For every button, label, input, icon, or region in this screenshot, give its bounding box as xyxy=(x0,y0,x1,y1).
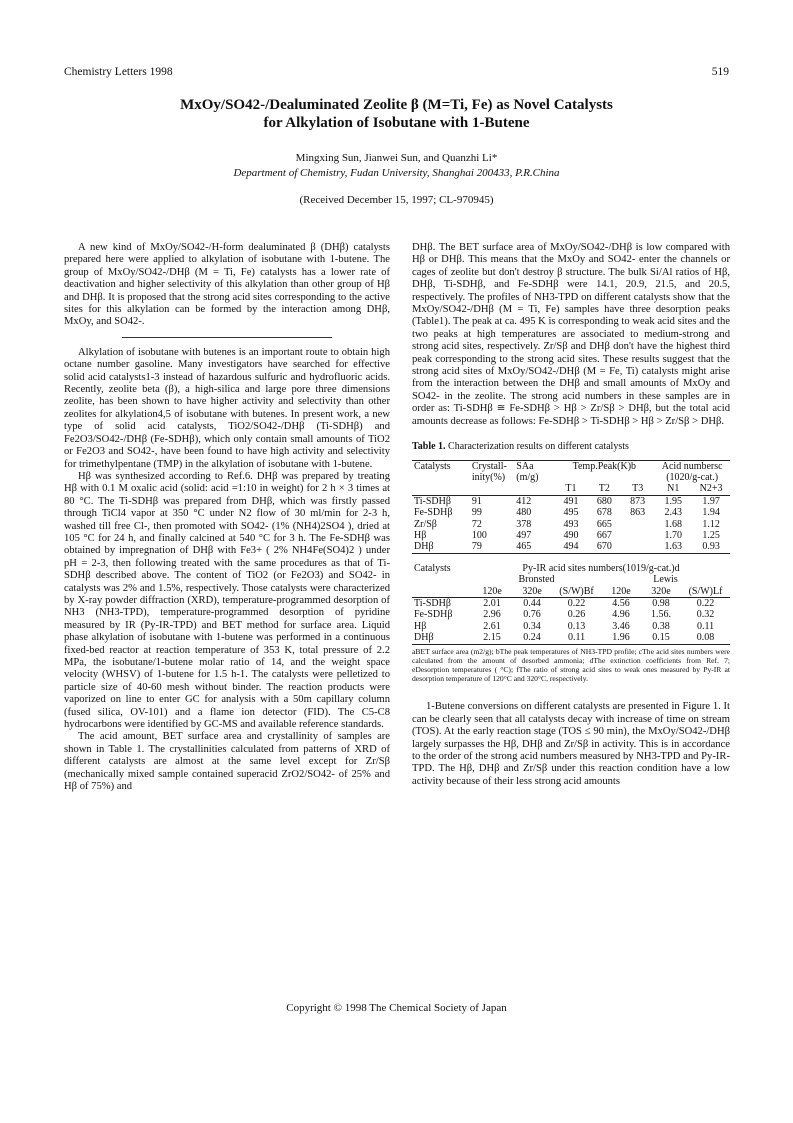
table-cell: 863 xyxy=(630,507,646,519)
title-line-1: MxOy/SO42-/Dealuminated Zeolite β (M=Ti, Fe) as Novel Catalysts xyxy=(180,97,613,113)
copyright: Copyright © 1998 The Chemical Society of Japan xyxy=(286,1002,507,1014)
table-header-cell: (m/g) xyxy=(516,471,539,483)
table-row xyxy=(412,621,730,632)
table-1-header-row xyxy=(412,460,730,472)
table-header-cell: inity(%) xyxy=(471,471,506,483)
table-cell: 412 xyxy=(516,495,532,507)
table-cell: 490 xyxy=(563,529,579,541)
table-header-row xyxy=(412,586,730,598)
table-cell: Ti-SDHβ xyxy=(414,597,451,609)
table-cell: 3.46 xyxy=(612,620,630,632)
table-header-row xyxy=(412,563,730,574)
table-cell: 0.44 xyxy=(523,597,541,609)
table-header-cell: N2+3 xyxy=(692,483,730,495)
table-cell: 1.94 xyxy=(702,507,720,519)
table-cell: 378 xyxy=(516,518,532,530)
table-cell: 2.61 xyxy=(483,620,501,632)
table-row xyxy=(412,519,730,530)
table-cell: 0.15 xyxy=(641,632,681,644)
table-1-pyir xyxy=(412,563,730,645)
table-cell: 480 xyxy=(516,507,532,519)
table-header-cell xyxy=(470,483,514,495)
body-paragraph: 1-Butene conversions on different catalysts are presented in Figure 1. It can be clearly seen that all catalysts decay with increase of time on stream (TOS). At the early reaction stage (TOS ≤ 90 min), the MxOy/SO42-/DHβ largely surpasses the Hβ, DHβ and Zr/Sβ in activity. This is in accordance to the order of the strong acid numbers measured by NH3-TPD and Py-IR-TPD. The Hβ, DHβ and Zr/Sβ under this reaction condition have a low activity because of their less strong acid amounts xyxy=(412,701,730,787)
table-cell: 0.34 xyxy=(523,620,541,632)
table-cell: 1.96 xyxy=(601,632,641,644)
table-header-cell: Crystall- xyxy=(470,460,514,472)
table-cell: 0.08 xyxy=(681,632,730,644)
table-cell: Fe-SDHβ xyxy=(414,609,453,621)
table-cell: 79 xyxy=(470,541,514,553)
table-header-row xyxy=(412,574,730,585)
table-row xyxy=(412,609,730,620)
table-cell: 2.96 xyxy=(483,609,501,621)
body-paragraph: Alkylation of isobutane with butenes is an important route to obtain high octane number gasoline. Many investigators have searched for effective solid acid catalysts1-3 instead of hazardous sulfuric and hydrofluoric acids. Recently, zeolite beta (β), a high-silica and large pore three dimensions zeolite, has been shown to have higher activity and selectivity than other zeolites for alkylation4,5 of isobutane with butenes. In present work, a new type of solid acid catalysts, TiO2/SO42-/DHβ (Ti-SDHβ) and Fe2O3/SO42-/DHβ (Fe-SDHβ), which only contain small amounts of TiO2 or Fe2O3 and SO42-, have been found to have high activity and selectivity for trimethylpentane (TMP) in the alkylation of isobutane with 1-butene. xyxy=(64,346,390,470)
page-header xyxy=(64,66,729,82)
table-1 xyxy=(412,460,730,554)
table-cell: 678 xyxy=(596,507,612,519)
table-cell: Ti-SDHβ xyxy=(414,495,451,507)
table-header-cell: Py-IR acid sites numbers(1019/g-cat.)d xyxy=(522,562,680,574)
table-header-cell: Lewis xyxy=(653,574,678,586)
table-cell: 493 xyxy=(563,518,579,530)
table-cell: 680 xyxy=(596,495,612,507)
table-header-cell: 120e xyxy=(601,586,641,598)
table-header-cell: (S/W)Lf xyxy=(681,586,730,598)
table-row xyxy=(412,495,730,507)
table-cell: Hβ xyxy=(414,620,427,632)
table-cell: 0.22 xyxy=(567,597,586,609)
table-cell: 0.11 xyxy=(552,632,601,644)
table-cell: Hβ xyxy=(414,529,427,541)
blank-cell xyxy=(412,586,472,598)
table-cell: 0.98 xyxy=(652,597,670,609)
table-cell: 465 xyxy=(514,541,554,553)
table-cell: 497 xyxy=(516,529,532,541)
table-cell: 4.56 xyxy=(612,597,630,609)
table-header-cell: 320e xyxy=(512,586,552,598)
table-cell: DHβ xyxy=(412,541,470,553)
table-header-cell: N1 xyxy=(654,483,692,495)
table-cell: 0.76 xyxy=(523,609,541,621)
right-column xyxy=(412,242,730,788)
table-row xyxy=(412,507,730,518)
table-cell: 99 xyxy=(471,507,482,519)
table-footnote: aBET surface area (m2/g); bThe peak temperatures of NH3-TPD profile; cThe acid sites numbers were calculated from the amount of desorbed ammonia; dThe extinction coefficients from Ref. 7; eDesorption temperatures ( °C); fThe ratio of strong acid sites to weak ones measured by Py-IR at desorption temperature of 120°C and 320°C, respectively. xyxy=(412,646,730,684)
table-cell: Fe-SDHβ xyxy=(414,507,453,519)
table-header-cell: 120e xyxy=(472,586,512,598)
table-cell: 4.96 xyxy=(612,609,630,621)
authors: Mingxing Sun, Jianwei Sun, and Quanzhi Li* xyxy=(295,152,498,164)
table-cell: 1.70 xyxy=(664,529,682,541)
table-cell: 495 xyxy=(563,507,579,519)
table-header-cell: T3 xyxy=(621,483,654,495)
body-paragraph: Hβ was synthesized according to Ref.6. DHβ was prepared by treating Hβ with 0.1 M oxalic acid (solid: acid =1:10 in weight) for 2 h × 3 times at 80 °C. The Ti-SDHβ was prepared from DHβ, which was firstly passed through TiCl4 vapor at 350 °C under N2 flow of 30 ml/min for 2-3 h, washed till free Cl-, then promoted with SO42- (1% (NH4)2SO4 ), dried at 105 °C for 24 h, and finally calcined at 540 °C for 3 h. The Fe-SDHβ was obtained by impregnation of DHβ with Fe3+ ( 2% NH4Fe(SO4)2 ) under pH = 2-3, then following treated with the same procedures as that of Ti-SDHβ described above. The content of TiO2 (or Fe2O3) and SO42- in catalysts was 2% and 1.5%, respectively. Those catalysts were characterized by X-ray powder diffraction (XRD), temperature-programmed desorption of NH3 (NH3-TPD), temperature-programmed desorption of pyridine measured by IR (Py-IR-TPD) and BET method for surface area. Liquid phase alkylation of isobutane with 1-butene was performed in a continuous fixed-bed reactor at reaction temperature of 353 K, total pressure of 2.2 MPa, the isobutane/1-butene molar ratio of 14, and the weight space velocity (WHSV) of 1-butene for 1.5 h-1. The catalysts were pelletized to particle size of 40-60 mesh without binder. The reaction products were vaporized on line to enter GC for analysis with a 50m capillary column (fused silica, OV-101) and a flame ion detector (FID). The C5-C8 hydrocarbons were identified by GC-MS and available reference standards. xyxy=(64,470,390,731)
article-title xyxy=(60,96,733,132)
table-header-cell xyxy=(412,483,470,495)
table-header-cell: (1020/g-cat.) xyxy=(666,471,719,483)
table-row xyxy=(412,632,730,644)
table-cell: Zr/Sβ xyxy=(414,518,437,530)
abstract-divider xyxy=(122,337,332,338)
table-cell: 1.63 xyxy=(654,541,692,553)
table-cell: 1.97 xyxy=(702,495,720,507)
table-cell xyxy=(621,519,654,530)
table-cell: 0.38 xyxy=(652,620,670,632)
table-header-cell xyxy=(412,472,470,483)
table-cell: 1.56. xyxy=(651,609,671,621)
table-cell: 670 xyxy=(588,541,621,553)
table-cell: 0.11 xyxy=(696,620,715,632)
received-date: (Received December 15, 1997; CL-970945) xyxy=(299,194,494,206)
table-header-cell: T1 xyxy=(554,483,587,495)
table-cell: 0.93 xyxy=(692,541,730,553)
table-header-cell: Catalysts xyxy=(412,460,470,472)
table-cell: 100 xyxy=(471,529,487,541)
affiliation: Department of Chemistry, Fudan University, Shanghai 200433, P.R.China xyxy=(233,167,560,179)
table-cell: DHβ xyxy=(412,632,472,644)
table-header-cell: Bronsted xyxy=(518,574,555,586)
table-cell: 0.32 xyxy=(696,609,715,621)
table-cell xyxy=(621,530,654,541)
table-header-cell: Acid numbersc xyxy=(654,460,730,472)
table-cell: 1.68 xyxy=(664,518,682,530)
table-row xyxy=(412,530,730,541)
page-number: 519 xyxy=(711,66,729,78)
table-cell: 494 xyxy=(554,541,587,553)
table-cell: 665 xyxy=(596,518,612,530)
table-row xyxy=(412,597,730,609)
journal-name: Chemistry Letters 1998 xyxy=(64,66,173,78)
table-cell: 0.13 xyxy=(567,620,586,632)
table-1-label: Table 1. xyxy=(412,441,446,453)
table-cell: 1.95 xyxy=(664,495,682,507)
blank-cell xyxy=(412,574,472,585)
table-cell: 0.26 xyxy=(567,609,586,621)
table-header-cell xyxy=(554,472,654,483)
left-column xyxy=(64,242,390,793)
abstract: A new kind of MxOy/SO42-/H-form dealuminated β (DHβ) catalysts prepared here were applied to alkylation of isobutane with 1-butene. The group of MxOy/SO42-/DHβ (M = Ti, Fe) catalysts has a lower rate of deactivation and higher selectivity of this alkylation than other group of Hβ and DHβ. It is proposed that the strong acid sites corresponding to the active sites for this alkylation can be formed by the interaction among DHβ, MxOy, and SO42-. xyxy=(64,242,390,328)
table-header-cell: (S/W)Bf xyxy=(552,586,601,598)
table-header-cell: Temp.Peak(K)b xyxy=(554,460,654,472)
body-paragraph: The acid amount, BET surface area and crystallinity of samples are shown in Table 1. The crystallinities calculated from patterns of XRD of different catalysts are almost at the same level except for Zr/Sβ (mechanically mixed sample contained superacid ZrO2/SO42- of 25% and Hβ of 75%) and xyxy=(64,731,390,793)
table-1-caption xyxy=(412,441,730,453)
table-1-caption-text: Characterization results on different catalysts xyxy=(448,441,629,453)
title-line-2: for Alkylation of Isobutane with 1-Butene xyxy=(263,115,530,131)
table-cell: 491 xyxy=(563,495,579,507)
table-cell: 0.24 xyxy=(512,632,552,644)
table-header-cell xyxy=(514,483,554,495)
table-cell: 72 xyxy=(471,518,482,530)
table-cell: 667 xyxy=(596,529,612,541)
table-1-header-row xyxy=(412,483,730,495)
table-header-cell: 320e xyxy=(641,586,681,598)
table-header-cell: Catalysts xyxy=(414,562,451,574)
table-header-cell: T2 xyxy=(588,483,621,495)
table-header-cell: SAa xyxy=(514,460,554,472)
table-cell: 873 xyxy=(630,495,646,507)
table-cell: 1.12 xyxy=(702,518,720,530)
table-cell: 1.25 xyxy=(702,529,720,541)
table-1-header-row xyxy=(412,472,730,483)
table-cell: 2.43 xyxy=(664,507,682,519)
table-cell: 0.22 xyxy=(696,597,715,609)
table-cell: 2.01 xyxy=(483,597,501,609)
table-cell: 2.15 xyxy=(472,632,512,644)
body-paragraph: DHβ. The BET surface area of MxOy/SO42-/DHβ is low compared with Hβ or DHβ. This means that the MxOy and SO42- enter the channels or cages of zeolite but don't destroy β structure. The bulk Si/Al ratios of Hβ, DHβ, Ti-SDHβ, and Fe-SDHβ were 14.1, 20.9, 21.5, and 20.5, respectively. The profiles of NH3-TPD on different catalysts show that the MxOy/SO42-/DHβ (M = Ti, Fe) samples have three desorption peaks (Table1). The peak at ca. 495 K is corresponding to weak acid sites and the two peaks at high temperatures are associated to medium-strong and strong acid sites, respectively. Zr/Sβ and DHβ don't have the highest third peak corresponding to the strong acid sites. These results suggest that the strong acid sites of MxOy/SO42-/DHβ (M = Fe, Ti) catalysts might arise from the interaction between the DHβ and small amounts of MxOy and SO42- in the zeolite. The strong acid numbers in these samples are in order as: Ti-SDHβ ≅ Fe-SDHβ > Hβ > Zr/Sβ > DHβ, but the total acid amounts decrease as follows: Fe-SDHβ > Ti-SDHβ > Hβ > Zr/Sβ > DHβ. xyxy=(412,242,730,427)
table-cell xyxy=(621,541,654,553)
table-row xyxy=(412,541,730,553)
table-cell: 91 xyxy=(471,495,482,507)
